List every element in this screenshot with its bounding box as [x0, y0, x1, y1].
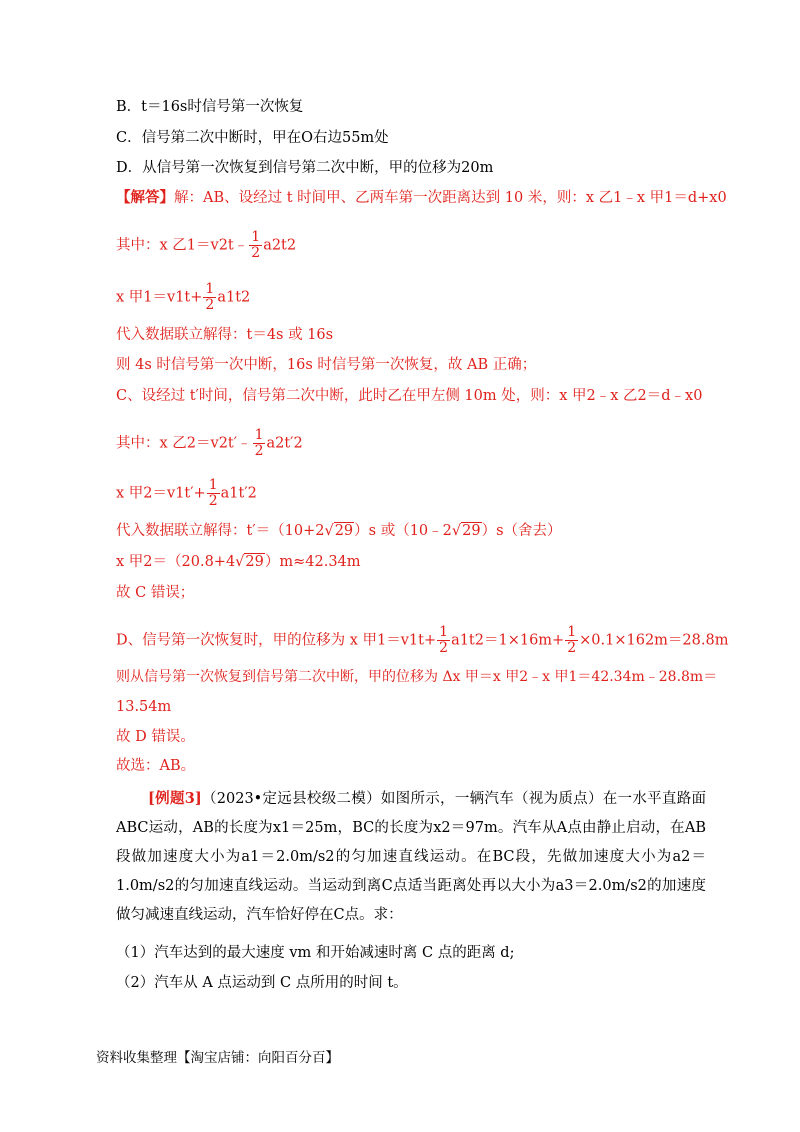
option-b: B．t＝16s时信号第一次恢复 [116, 99, 304, 115]
fraction-denominator: 2 [205, 297, 215, 313]
solution-line-11: 故 C 错误； [116, 585, 195, 601]
fraction-denominator: 2 [439, 640, 449, 656]
formula-prefix: x 甲2＝v1t′+ [116, 485, 206, 502]
option-d: D．从信号第一次恢复到信号第二次中断，甲的位移为20m [116, 160, 494, 176]
formula-prefix: x 甲1＝v1t+ [116, 289, 203, 306]
solution-line-10 [116, 552, 361, 572]
fraction-denominator: 2 [251, 245, 261, 261]
fraction-numerator: 1 [251, 229, 261, 245]
formula-part: ）s 或（10﹣2 [354, 523, 452, 539]
formula-part: ）m≈42.34m [264, 554, 361, 570]
fraction-half [253, 428, 266, 459]
sqrt-value: 29 [462, 523, 481, 539]
formula-prefix: 其中：x 乙1＝v2t﹣ [116, 237, 249, 254]
solution-line-13: 则从信号第一次恢复到信号第二次中断，甲的位移为 Δx 甲＝x 甲2﹣x 甲1＝42.34m﹣28.8m＝ [116, 669, 718, 685]
sqrt-symbol: √29 [324, 523, 354, 539]
sqrt-symbol: √29 [235, 554, 264, 570]
solution-line-1 [116, 188, 727, 208]
fraction-half [207, 478, 220, 509]
formula-part: ×0.1×162m＝28.8m [579, 632, 729, 649]
formula-suffix: a1t′2 [220, 485, 257, 502]
footer-credit: 资料收集整理【淘宝店铺：向阳百分百】 [96, 1050, 339, 1066]
formula-prefix: 其中：x 乙2＝v2t′﹣ [116, 435, 252, 452]
example-tag: [例题3] [148, 790, 202, 807]
fraction-numerator: 1 [254, 427, 264, 443]
fraction-half [203, 282, 216, 313]
fraction-denominator: 2 [254, 443, 264, 459]
solution-line-12 [116, 625, 728, 656]
solution-line-7 [116, 428, 303, 459]
fraction-half [437, 625, 450, 656]
solution-line-2 [116, 230, 296, 261]
solution-line-6: C、设经过 t′时间，信号第二次中断，此时乙在甲左侧 10m 处，则：x 甲2﹣x 乙2＝d﹣x0 [116, 388, 703, 404]
solution-line-3 [116, 282, 250, 313]
fraction-numerator: 1 [208, 477, 218, 493]
solution-line-4: 代入数据联立解得：t＝4s 或 16s [116, 327, 334, 343]
formula-suffix: a1t2 [217, 289, 251, 306]
fraction-numerator: 1 [439, 624, 449, 640]
fraction-numerator: 1 [205, 281, 215, 297]
solution-line-15: 故 D 错误。 [116, 729, 195, 745]
formula-part: ）s（舍去） [481, 523, 562, 539]
solution-line-5: 则 4s 时信号第一次中断，16s 时信号第一次恢复，故 AB 正确； [116, 357, 537, 373]
solution-tag: 【解答】 [116, 189, 174, 206]
sqrt-value: 29 [334, 523, 354, 539]
fraction-denominator: 2 [208, 493, 218, 509]
formula-suffix: a2t2 [263, 237, 297, 254]
solution-line-14: 13.54m [116, 699, 172, 715]
solution-line-8 [116, 478, 257, 509]
question-2: （2）汽车从 A 点运动到 C 点所用的时间 t。 [116, 975, 408, 991]
formula-part: a1t2＝1×16m+ [451, 632, 565, 649]
formula-part: D、信号第一次恢复时，甲的位移为 x 甲1＝v1t+ [116, 632, 437, 649]
example-text: （2023•定远县校级二模）如图所示，一辆汽车（视为质点）在一水平直路面ABC运动，AB的长度为x1＝25m，BC的长度为x2＝97m。汽车从A点由静止启动，在AB段做加速度大小为a1＝2.0m/s2的匀加速直线运动。在BC段，先做加速度大小为a2＝1.0m/s2的匀加速直线运动。当运动到离C点适当距离处再以大小为a3＝2.0m/s2的加速度做匀减速直线运动，汽车恰好停在C点。求： [116, 791, 706, 923]
fraction-denominator: 2 [567, 640, 577, 656]
fraction-half [249, 230, 262, 261]
solution-line-9 [116, 521, 562, 541]
question-1: （1）汽车达到的最大速度 vm 和开始减速时离 C 点的距离 d; [116, 945, 515, 961]
sqrt-symbol: √29 [451, 523, 481, 539]
sqrt-value: 29 [245, 554, 264, 570]
fraction-numerator: 1 [567, 624, 577, 640]
formula-part: 代入数据联立解得：t′＝（10+2 [116, 523, 325, 539]
fraction-half [565, 625, 578, 656]
example-3-problem [116, 784, 706, 930]
formula-part: x 甲2＝（20.8+4 [116, 554, 236, 570]
solution-line-16: 故选：AB。 [116, 758, 196, 774]
solution-line-1-text: 解：AB、设经过 t 时间甲、乙两车第一次距离达到 10 米，则：x 乙1﹣x 甲1＝d+x0 [174, 190, 727, 206]
formula-suffix: a2t′2 [266, 435, 303, 452]
option-c: C．信号第二次中断时，甲在O右边55m处 [116, 130, 389, 146]
